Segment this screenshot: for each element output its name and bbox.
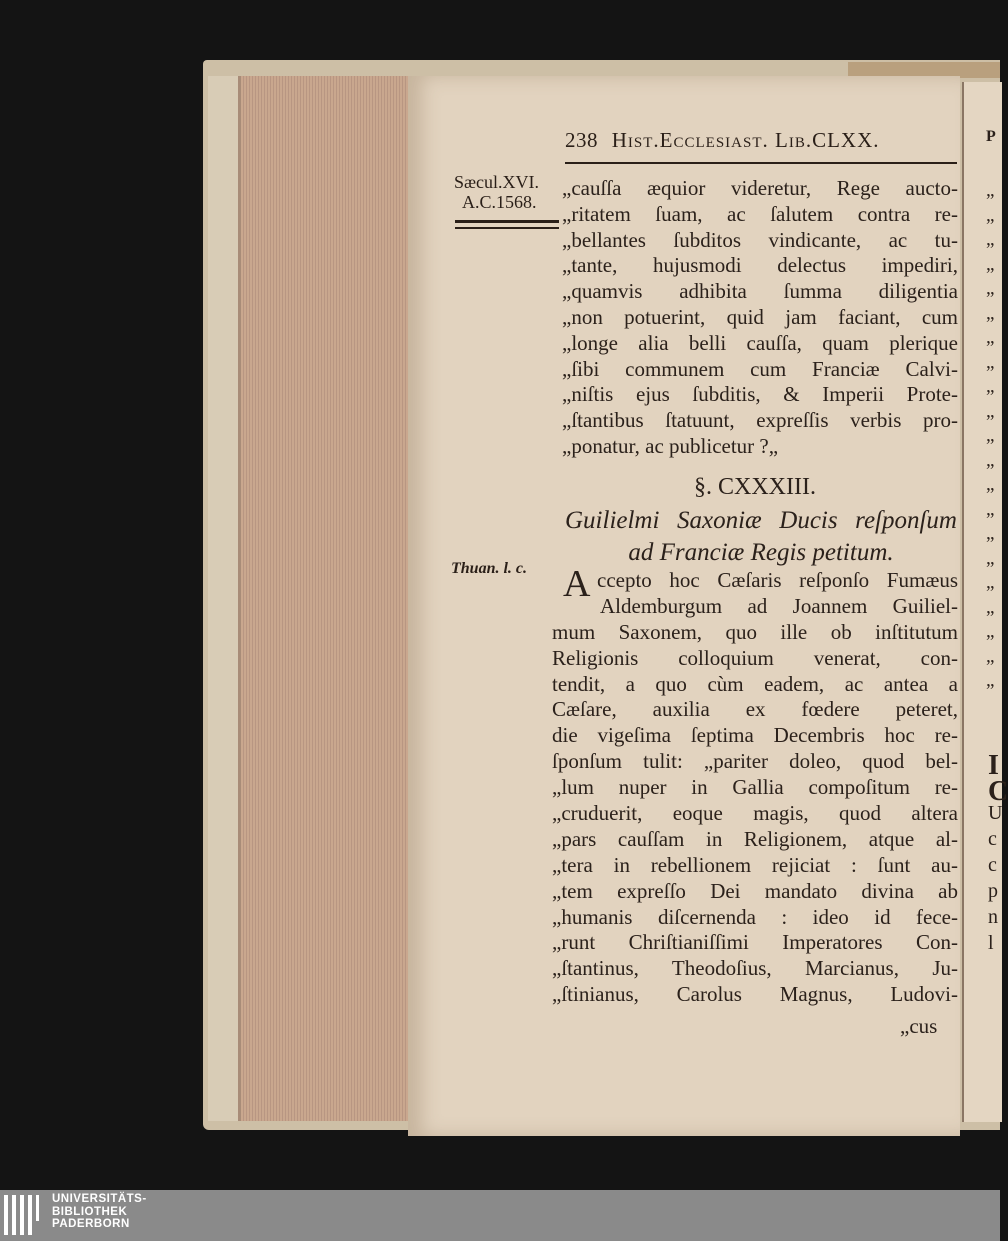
text-line: „bellantes ſubditos vindicante, ac tu- bbox=[562, 227, 958, 252]
next-page-margin-char: „ bbox=[986, 670, 995, 691]
library-name-line-1: UNIVERSITÄTS- bbox=[52, 1193, 147, 1205]
next-page-margin-char: „ bbox=[986, 547, 995, 569]
next-page-margin-char: „ bbox=[986, 596, 995, 618]
next-page-margin-char: „ bbox=[986, 302, 995, 324]
next-page-margin-char: „ bbox=[986, 523, 995, 544]
next-page-margin-char: „ bbox=[986, 351, 995, 373]
body-line: „cruduerit, eoque magis, quod altera bbox=[552, 801, 958, 826]
body-line: Cæſare, auxilia ex fœdere peteret, bbox=[552, 697, 958, 722]
next-page-margin-char: „ bbox=[986, 449, 995, 471]
next-page-margin-char: „ bbox=[986, 376, 995, 397]
margin-anno: A.C.1568. bbox=[462, 192, 537, 212]
body-line: „ſtantinus, Theodoſius, Marcianus, Ju- bbox=[552, 956, 958, 981]
next-page-margin-char: „ bbox=[986, 327, 995, 348]
catchword: „cus bbox=[900, 1014, 938, 1038]
next-page-margin-char: „ bbox=[986, 204, 995, 226]
body-line: „humanis diſcernenda : ideo id fece- bbox=[552, 904, 958, 929]
next-page-letter: p bbox=[988, 880, 998, 902]
library-logo-icon bbox=[4, 1195, 44, 1235]
book-binding bbox=[208, 76, 240, 1121]
running-header bbox=[565, 128, 950, 158]
next-page-letter: C bbox=[988, 776, 1008, 807]
text-line: „ſibi communem cum Franciæ Calvi- bbox=[562, 356, 958, 381]
library-name-line-3: PADERBORN bbox=[52, 1218, 130, 1230]
margin-rule-thin bbox=[455, 227, 559, 229]
next-page-margin-char: „ bbox=[986, 278, 995, 299]
next-page-margin-char: „ bbox=[986, 400, 995, 422]
next-page-head-letter: P bbox=[986, 128, 996, 145]
library-name-line-2: BIBLIOTHEK bbox=[52, 1205, 128, 1218]
next-page-letter: l bbox=[988, 932, 994, 954]
next-page-margin-char: „ bbox=[986, 621, 995, 642]
text-line: „cauſſa æquior videretur, Rege aucto- bbox=[562, 176, 958, 200]
drop-cap: A bbox=[563, 563, 591, 605]
text-line: „longe alia belli cauſſa, quam plerique bbox=[562, 330, 958, 355]
next-page-letter: c bbox=[988, 828, 997, 850]
text-line: „tante, hujusmodi delectus impediri, bbox=[562, 253, 958, 278]
margin-saeculum: Sæcul.XVI. bbox=[454, 172, 539, 192]
section-number: §. CXXXIII. bbox=[694, 474, 816, 500]
text-line: „quamvis adhibita ſumma diligentia bbox=[562, 279, 958, 304]
body-line: „runt Chriſtianiſſimi Imperatores Con- bbox=[552, 930, 958, 955]
body-line: mum Saxonem, quo ille ob inſtitutum bbox=[552, 619, 958, 644]
text-line: „ritatem ſuam, ac ſalutem contra re- bbox=[562, 201, 958, 226]
body-line: „tem expreſſo Dei mandato divina ab bbox=[552, 878, 958, 903]
body-line: „tera in rebellionem rejiciat : ſunt au- bbox=[552, 852, 958, 877]
next-page-margin-char: „ bbox=[986, 498, 995, 520]
next-page-margin-char: „ bbox=[986, 645, 995, 667]
body-line: „ſtinianus, Carolus Magnus, Ludovi- bbox=[552, 982, 958, 1007]
text-line: „ſtantibus ſtatuunt, expreſſis verbis pro- bbox=[562, 408, 958, 433]
page-number: 238 bbox=[565, 128, 598, 152]
next-page-letter: U bbox=[988, 802, 1003, 824]
body-line: „lum nuper in Gallia compoſitum re- bbox=[552, 775, 958, 800]
next-page-letter: c bbox=[988, 854, 997, 876]
body-line: tendit, a quo cùm eadem, ac antea a bbox=[552, 671, 958, 696]
page-edges bbox=[238, 76, 417, 1121]
next-page-letter: I bbox=[988, 750, 999, 781]
body-line: die vigeſima ſeptima Decembris hoc re- bbox=[552, 723, 958, 748]
text-line: „ponatur, ac publicetur ?„ bbox=[562, 433, 779, 458]
margin-source-ref: Thuan. l. c. bbox=[451, 560, 528, 577]
next-page-margin-char: „ bbox=[986, 425, 995, 446]
next-page-margin-char: „ bbox=[986, 180, 995, 201]
body-line: Religionis colloquium venerat, con- bbox=[552, 645, 958, 670]
header-rule bbox=[565, 162, 957, 164]
running-head: Hist.Ecclesiast. Lib.CLXX. bbox=[611, 128, 880, 152]
next-page-margin-char: „ bbox=[986, 572, 995, 593]
next-page-edge bbox=[962, 82, 1002, 1122]
text-line: „non potuerint, quid jam faciant, cum bbox=[562, 304, 958, 329]
text-block-body bbox=[552, 568, 958, 1008]
next-page-letter: n bbox=[988, 906, 998, 928]
section-title-line-1: Guilielmi Saxoniæ Ducis reſponſum bbox=[565, 507, 957, 534]
body-line: ſponſum tulit: „pariter doleo, quod bel- bbox=[552, 749, 958, 774]
text-block-top bbox=[562, 176, 958, 460]
footer-bar bbox=[0, 1190, 1000, 1241]
body-line: ccepto hoc Cæſaris reſponſo Fumæus bbox=[597, 568, 958, 592]
library-name bbox=[52, 1193, 147, 1231]
body-line: „pars cauſſam in Religionem, atque al- bbox=[552, 826, 958, 851]
next-page-margin-char: „ bbox=[986, 229, 995, 250]
next-page-margin-char: „ bbox=[986, 474, 995, 495]
text-line: „niſtis ejus ſubditis, & Imperii Prote- bbox=[562, 382, 958, 407]
body-line: Aldemburgum ad Joannem Guiliel- bbox=[600, 593, 958, 618]
section-title-line-2: ad Franciæ Regis petitum. bbox=[628, 539, 894, 566]
margin-rule-thick bbox=[455, 220, 559, 223]
next-page-margin-char: „ bbox=[986, 253, 995, 275]
